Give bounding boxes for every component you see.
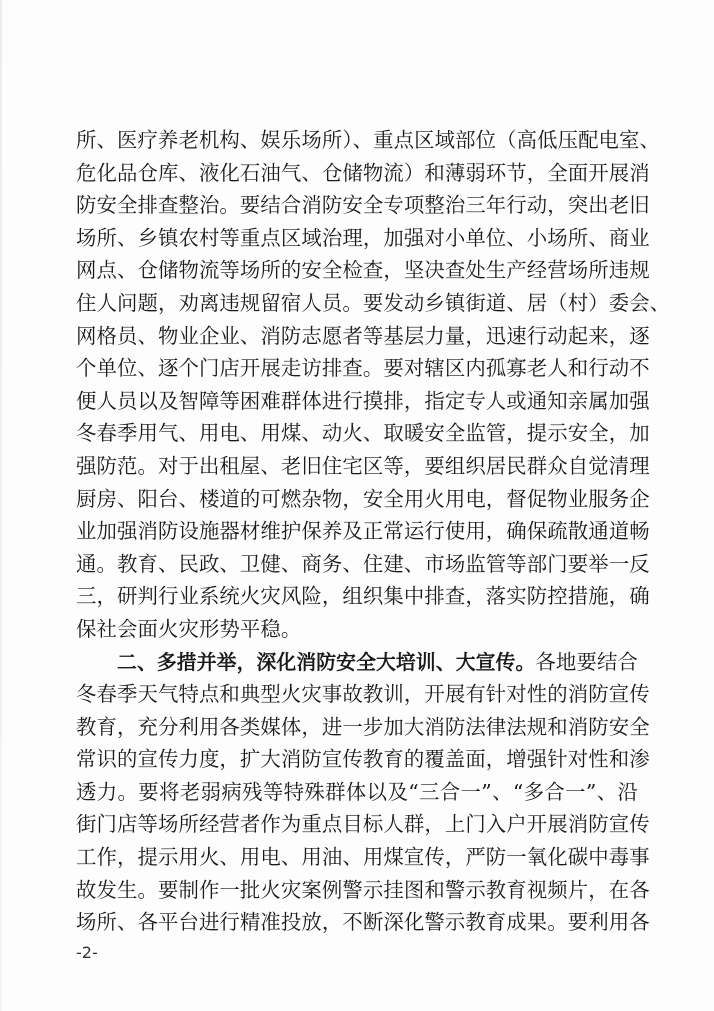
text-line: 通。教育、民政、卫健、商务、住建、市场监管等部门要举一反 xyxy=(76,551,650,576)
text-line: 教育，充分利用各类媒体，进一步加大消防法律法规和消防安全 xyxy=(76,714,650,739)
text-line: 危化品仓库、液化石油气、仓储物流）和薄弱环节，全面开展消 xyxy=(76,160,650,185)
text-line: 个单位、逐个门店开展走访排查。要对辖区内孤寡老人和行动不 xyxy=(76,356,650,381)
text-line: 场所、乡镇农村等重点区域治理，加强对小单位、小场所、商业 xyxy=(76,225,650,250)
text-line: 防安全排查整治。要结合消防安全专项整治三年行动，突出老旧 xyxy=(76,193,650,218)
text-line: 网点、仓储物流等场所的安全检查，坚决查处生产经营场所违规 xyxy=(76,258,650,283)
text-line: 工作，提示用火、用电、用油、用煤宣传，严防一氧化碳中毒事 xyxy=(76,845,650,870)
heading-continuation: 各地要结合 xyxy=(535,649,639,674)
text-line: 便人员以及智障等困难群体进行摸排，指定专人或通知亲属加强 xyxy=(76,388,650,413)
text-line: 所、医疗养老机构、娱乐场所）、重点区域部位（高低压配电室、 xyxy=(76,128,661,152)
paragraph-1 xyxy=(76,124,671,646)
text-line: 冬春季天气特点和典型火灾事故教训，开展有针对性的消防宣传 xyxy=(76,682,650,707)
scan-edge xyxy=(0,0,2,1011)
paragraph-2 xyxy=(76,646,650,939)
text-line: 强防范。对于出租屋、老旧住宅区等，要组织居民群众自觉清理 xyxy=(76,453,650,478)
text-line: 保社会面火灾形势平稳。 xyxy=(76,616,302,641)
page-number: -2- xyxy=(76,943,98,962)
document-body xyxy=(76,124,671,939)
text-line: 冬春季用气、用电、用煤、动火、取暖安全监管，提示安全，加 xyxy=(76,421,650,446)
text-line: 业加强消防设施器材维护保养及正常运行使用，确保疏散通道畅 xyxy=(76,519,650,544)
section-heading-line xyxy=(76,646,638,679)
text-line: 网格员、物业企业、消防志愿者等基层力量，迅速行动起来，逐 xyxy=(76,323,650,348)
text-line: 透力。要将老弱病残等特殊群体以及“三合一”、“多合一”、沿 xyxy=(76,779,638,804)
text-line: 住人问题，劝离违规留宿人员。要发动乡镇街道、居（村）委会、 xyxy=(76,290,671,315)
text-line: 三，研判行业系统火灾风险，组织集中排查，落实防控措施，确 xyxy=(76,584,650,609)
text-line: 常识的宣传力度，扩大消防宣传教育的覆盖面，增强针对性和渗 xyxy=(76,747,650,772)
text-line: 故发生。要制作一批火灾案例警示挂图和警示教育视频片，在各 xyxy=(76,877,650,902)
section-heading: 二、多措并举，深化消防安全大培训、大宣传。 xyxy=(117,650,536,674)
text-line: 厨房、阳台、楼道的可燃杂物，安全用火用电，督促物业服务企 xyxy=(76,486,650,511)
text-line: 街门店等场所经营者作为重点目标人群，上门入户开展消防宣传 xyxy=(76,812,650,837)
text-line: 场所、各平台进行精准投放，不断深化警示教育成果。要利用各 xyxy=(76,910,650,935)
